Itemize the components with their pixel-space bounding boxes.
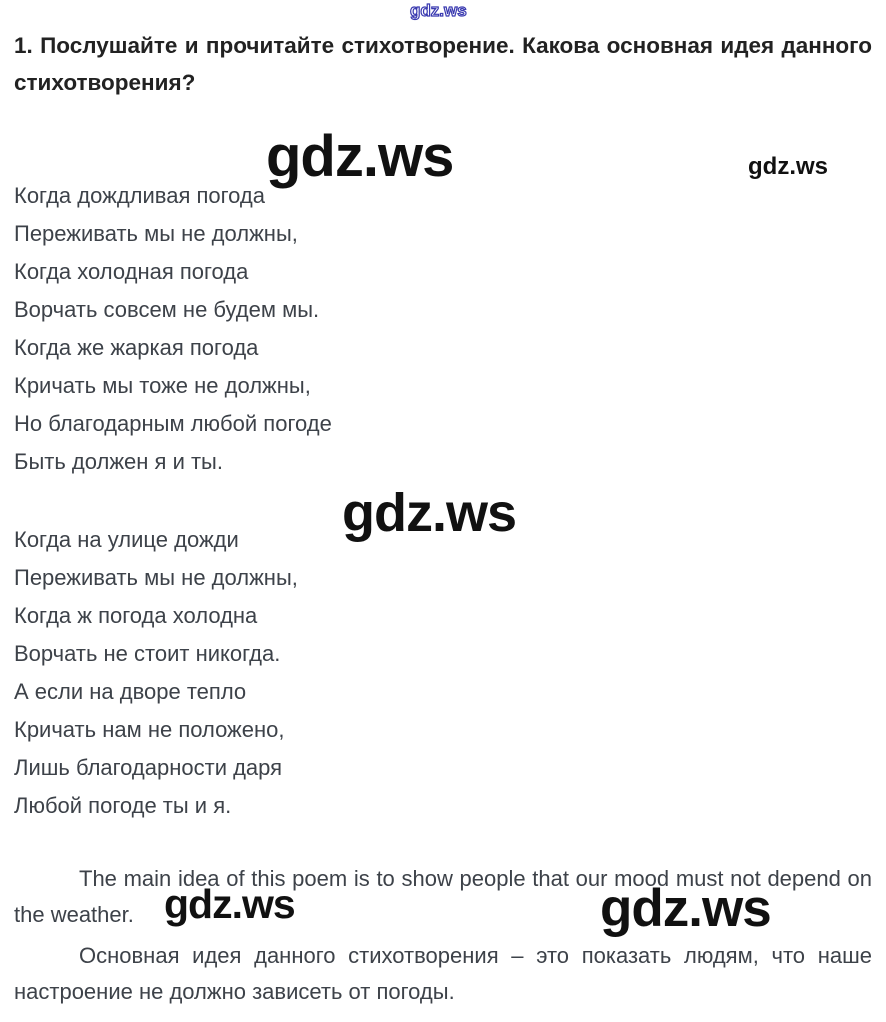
- poem-line: Переживать мы не должны,: [14, 565, 298, 590]
- poem-line: Когда на улице дожди: [14, 527, 239, 552]
- watermark-large-top: gdz.ws: [266, 124, 454, 189]
- answer-russian-line-1: Основная идея данного стихотворения – это показать людям, что наше: [79, 943, 872, 968]
- poem-line: Кричать нам не положено,: [14, 717, 285, 742]
- poem-line: Когда дождливая погода: [14, 183, 265, 208]
- watermark-bottom-left: gdz.ws: [164, 881, 295, 927]
- poem-line: Но благодарным любой погоде: [14, 411, 332, 436]
- task-question-line-1: 1. Послушайте и прочитайте стихотворение. Какова основная идея данного: [14, 33, 872, 58]
- answer-english-line-1: The main idea of this poem is to show people that our mood must not depend on: [79, 866, 872, 891]
- watermark-top-outline: gdz.ws: [410, 1, 467, 20]
- poem-stanza-2: [14, 521, 614, 825]
- answer-russian: [14, 938, 872, 1010]
- task-question-line-2: стихотворения?: [14, 70, 196, 95]
- poem-line: Когда ж погода холодна: [14, 603, 258, 628]
- poem-line: Любой погоде ты и я.: [14, 793, 232, 818]
- poem-line: Ворчать не стоит никогда.: [14, 641, 281, 666]
- answer-english: [14, 861, 872, 938]
- poem-line: А если на дворе тепло: [14, 679, 247, 704]
- answer-russian-line-2: настроение не должно зависеть от погоды.: [14, 979, 455, 1004]
- poem-stanza-1: [14, 177, 614, 481]
- watermark-small-right: gdz.ws: [748, 153, 829, 180]
- poem-line: Быть должен я и ты.: [14, 449, 223, 474]
- poem-line: Ворчать совсем не будем мы.: [14, 297, 320, 322]
- task-question: [14, 27, 872, 101]
- poem-line: Лишь благодарности даря: [14, 755, 283, 780]
- poem-line: Когда холодная погода: [14, 259, 249, 284]
- poem-line: Переживать мы не должны,: [14, 221, 298, 246]
- poem-line: Когда же жаркая погода: [14, 335, 259, 360]
- watermark-middle: gdz.ws: [342, 483, 517, 543]
- poem-line: Кричать мы тоже не должны,: [14, 373, 311, 398]
- watermark-bottom-right: gdz.ws: [600, 879, 771, 938]
- answer-english-line-2: the weather.: [14, 902, 134, 927]
